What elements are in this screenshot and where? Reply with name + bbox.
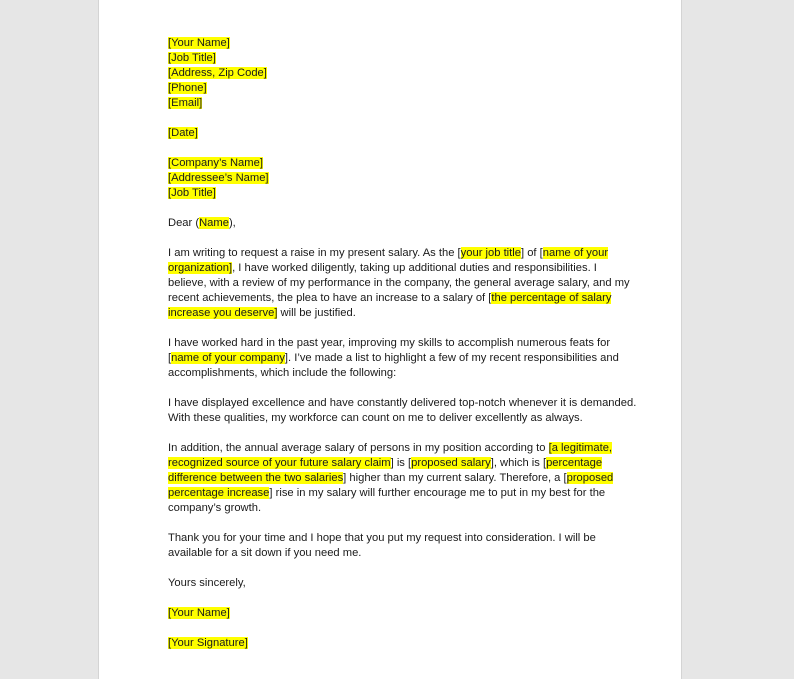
placeholder-proposed-increase-cont: percentage increase [168,487,270,499]
sender-job-title: [Job Title] [168,52,216,64]
placeholder-source: [a legitimate, [548,442,613,454]
placeholder-organization: name of your [542,247,609,259]
salutation-name: Name [199,217,229,229]
signoff-name: [Your Name] [168,607,230,619]
placeholder-organization-cont: organization] [168,262,233,274]
placeholder-percentage-cont: increase you deserve] [168,307,278,319]
letter-date: [Date] [168,127,198,139]
document-page [99,0,681,679]
recipient-block [168,156,613,201]
paragraph-1: I am writing to request a raise in my present salary. As the [your job title] of [name of your organization], I have worked diligently, taking up additional duties and responsibilities. I believe, with a review of my performance in the company, the general average salary, and my recent achievements, the plea to have an increase to a salary of [the percentage of salary increase you deserve] will be justified. [168,247,630,319]
letter-body [168,36,637,651]
placeholder-proposed-salary: proposed salary [411,457,491,469]
paragraph-2: I have worked hard in the past year, improving my skills to accomplish numerous feats for [name of your company]. I’ve made a list to highlight a few of my recent responsibilities and accomplishments, which include the following: [168,337,619,379]
paragraph-4: In addition, the annual average salary of persons in my position according to [a legitimate, recognized source of your future salary claim] is [proposed salary], which is [percentage difference between the two salaries] higher than my current salary. Therefore, a [proposed percentage increase] rise in my salary will further encourage me to put in my best for the company’s growth. [168,442,614,514]
placeholder-source-cont: recognized source of your future salary claim [168,457,391,469]
recipient-company: [Company’s Name] [168,157,263,169]
placeholder-proposed-increase: proposed [566,472,614,484]
placeholder-job-title: your job title [460,247,521,259]
signature-placeholder: [Your Signature] [168,637,248,649]
placeholder-percentage: the percentage of salary [491,292,612,304]
placeholder-percentage-difference: percentage [546,457,603,469]
recipient-addressee: [Addressee’s Name] [168,172,269,184]
closing: Yours sincerely, [168,577,246,589]
sender-email: [Email] [168,97,203,109]
recipient-job-title: [Job Title] [168,187,216,199]
placeholder-percentage-difference-cont: difference between the two salaries [168,472,344,484]
sender-phone: [Phone] [168,82,207,94]
sender-name: [Your Name] [168,37,230,49]
paragraph-5: Thank you for your time and I hope that you put my request into consideration. I will be available for a sit down if you need me. [168,532,596,559]
placeholder-company-name: name of your company [171,352,285,364]
salutation: Dear (Name), [168,217,236,229]
sender-block [168,36,613,111]
paragraph-3: I have displayed excellence and have constantly delivered top-notch whenever it is demanded. With these qualities, my workforce can count on me to deliver excellently as always. [168,397,637,424]
sender-address: [Address, Zip Code] [168,67,267,79]
